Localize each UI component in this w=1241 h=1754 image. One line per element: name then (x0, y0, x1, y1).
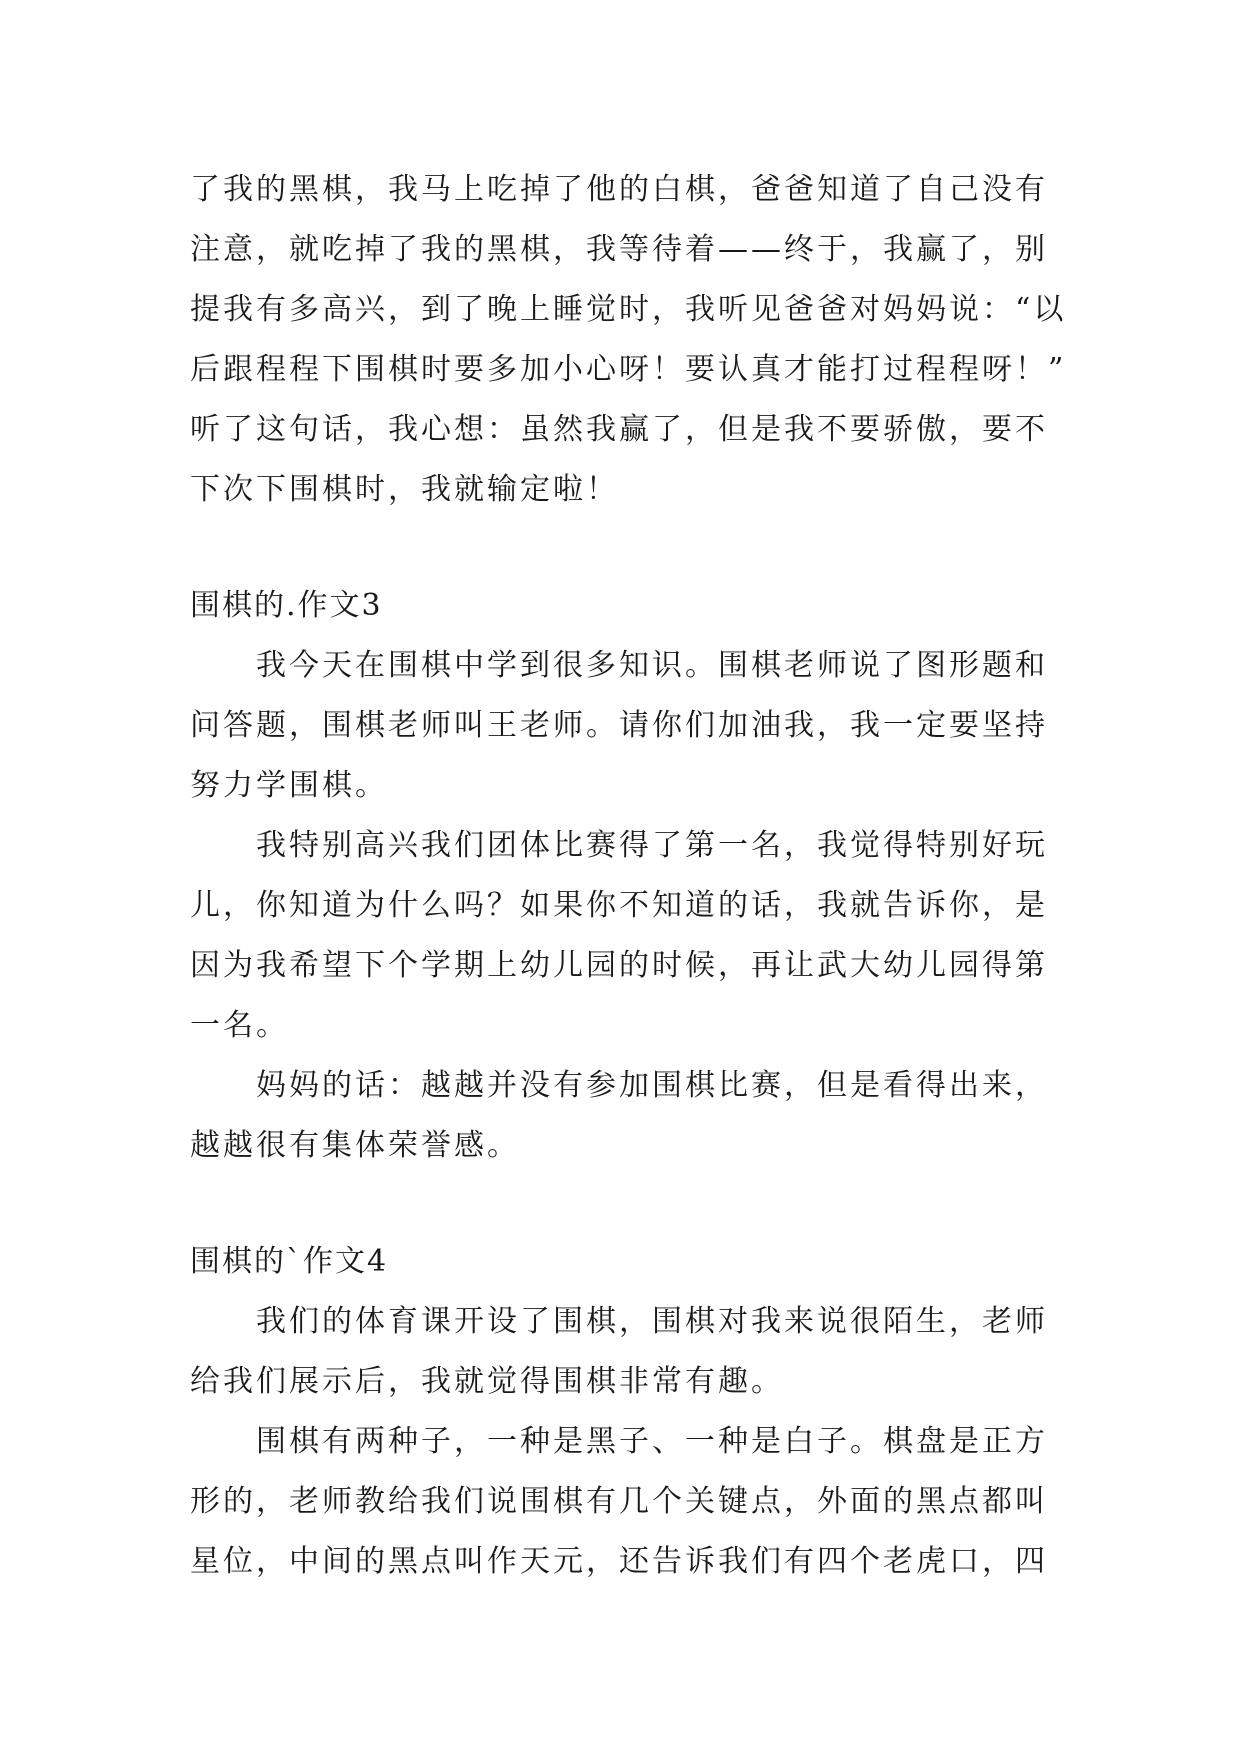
essay-3-paragraph-1 (190, 636, 1070, 816)
text-line: 儿，你知道为什么吗？如果你不知道的话，我就告诉你，是 (190, 888, 1048, 923)
essay-4-paragraph-1 (190, 1292, 1070, 1412)
text-line: 努力学围棋。 (190, 768, 388, 803)
text-line: 给我们展示后，我就觉得围棋非常有趣。 (190, 1364, 784, 1399)
intro-paragraph (190, 160, 1070, 520)
section-gap (190, 1176, 1070, 1232)
text-line: 下次下围棋时，我就输定啦！ (190, 472, 619, 507)
text-line: 了我的黑棋，我马上吃掉了他的白棋，爸爸知道了自己没有 (190, 172, 1048, 207)
text-line: 我今天在围棋中学到很多知识。围棋老师说了图形题和 (256, 648, 1048, 683)
essay-4-title: 围棋的`作文4 (190, 1244, 389, 1279)
essay-3-paragraph-2 (190, 816, 1070, 1056)
text-line: 一名。 (190, 1008, 289, 1043)
text-line: 后跟程程下围棋时要多加小心呀！要认真才能打过程程呀！” (190, 352, 1067, 387)
text-line: 我们的体育课开设了围棋，围棋对我来说很陌生，老师 (256, 1304, 1048, 1339)
essay-4-section (190, 1232, 1070, 1592)
section-gap (190, 520, 1070, 576)
text-line: 注意，就吃掉了我的黑棋，我等待着——终于，我赢了，别 (190, 232, 1048, 267)
document-page (190, 160, 1070, 1592)
text-line: 因为我希望下个学期上幼儿园的时候，再让武大幼儿园得第 (190, 948, 1048, 983)
text-line: 围棋有两种子，一种是黑子、一种是白子。棋盘是正方 (256, 1424, 1048, 1459)
text-line: 星位，中间的黑点叫作天元，还告诉我们有四个老虎口，四 (190, 1544, 1048, 1579)
text-line: 我特别高兴我们团体比赛得了第一名，我觉得特别好玩 (256, 828, 1048, 863)
essay-3-paragraph-3 (190, 1056, 1070, 1176)
text-line: 越越很有集体荣誉感。 (190, 1128, 520, 1163)
text-line: 问答题，围棋老师叫王老师。请你们加油我，我一定要坚持 (190, 708, 1048, 743)
text-line: 形的，老师教给我们说围棋有几个关键点，外面的黑点都叫 (190, 1484, 1048, 1519)
essay-3-title: 围棋的.作文3 (190, 588, 383, 623)
text-line: 提我有多高兴，到了晚上睡觉时，我听见爸爸对妈妈说：“以 (190, 292, 1067, 327)
text-line: 听了这句话，我心想：虽然我赢了，但是我不要骄傲，要不 (190, 412, 1048, 447)
essay-4-paragraph-2 (190, 1412, 1070, 1592)
text-line: 妈妈的话：越越并没有参加围棋比赛，但是看得出来， (256, 1068, 1048, 1103)
essay-3-section (190, 576, 1070, 1176)
